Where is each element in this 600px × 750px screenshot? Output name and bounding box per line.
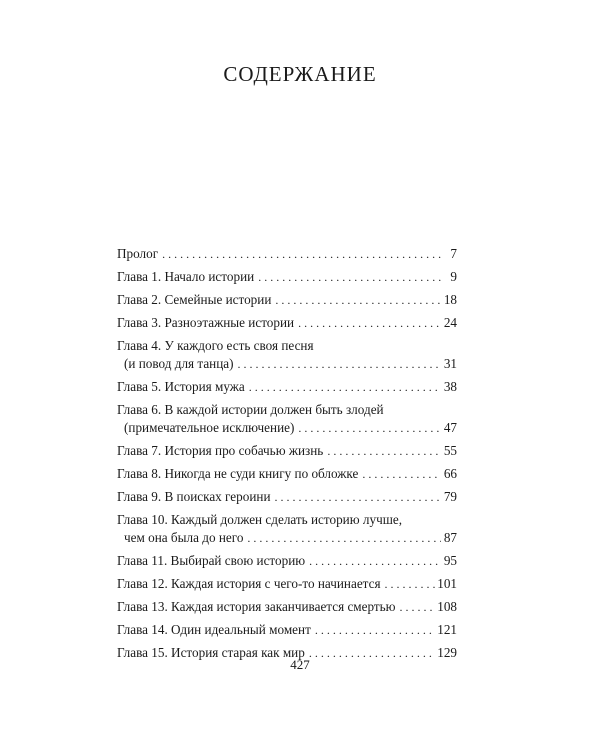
toc-entry	[117, 401, 457, 437]
toc-entry-title: Глава 13. Каждая история заканчивается смертью	[117, 599, 396, 614]
toc-page-number: 24	[443, 315, 457, 330]
toc-dot-leader	[249, 378, 441, 396]
toc-entry-title: Глава 15. История старая как мир	[117, 645, 305, 660]
toc-entry-line	[117, 621, 457, 639]
toc-entry-title: Глава 6. В каждой истории должен быть злодей	[117, 402, 384, 417]
toc-entry	[117, 245, 457, 263]
toc-entry-title: Глава 5. История мужа	[117, 379, 245, 394]
toc-entry	[117, 337, 457, 373]
toc-dot-leader	[362, 465, 441, 483]
toc-entry-line	[117, 268, 457, 286]
toc-page-number: 66	[443, 466, 457, 481]
toc-entry-line	[117, 401, 457, 419]
toc-page-number: 129	[437, 645, 457, 660]
toc-entry-title: Глава 12. Каждая история с чего-то начинается	[117, 576, 381, 591]
toc-entry-title: Глава 8. Никогда не суди книгу по обложке	[117, 466, 359, 481]
toc-entry	[117, 488, 457, 506]
toc-dot-leader	[238, 355, 441, 373]
toc-entry-title: Глава 11. Выбирай свою историю	[117, 553, 306, 568]
toc-entry-title: Глава 4. У каждого есть своя песня	[117, 338, 314, 353]
toc-dot-leader	[275, 291, 441, 309]
toc-page-number: 95	[443, 553, 457, 568]
toc-entry-line	[117, 442, 457, 460]
page-number: 427	[290, 657, 310, 672]
toc-entry-title: Глава 10. Каждый должен сделать историю лучше,	[117, 512, 403, 527]
page-title: СОДЕРЖАНИЕ	[223, 62, 377, 86]
toc-entry	[117, 465, 457, 483]
toc-entry-title: Глава 1. Начало истории	[117, 269, 255, 284]
toc-page-number: 55	[443, 443, 457, 458]
toc-entry-title: Глава 2. Семейные истории	[117, 292, 272, 307]
toc-entry-title: (примечательное исключение)	[124, 420, 295, 435]
toc-page-number: 79	[443, 489, 457, 504]
toc-page-number: 87	[443, 530, 457, 545]
toc-page-number: 47	[443, 420, 457, 435]
toc-entry-line	[117, 291, 457, 309]
toc-entry-title: чем она была до него	[124, 530, 244, 545]
toc-dot-leader	[327, 442, 441, 460]
toc-page-number: 101	[437, 576, 457, 591]
table-of-contents	[117, 245, 457, 667]
toc-dot-leader	[385, 575, 436, 593]
toc-entry	[117, 291, 457, 309]
toc-dot-leader	[258, 268, 441, 286]
toc-entry-line	[117, 529, 457, 547]
toc-entry	[117, 575, 457, 593]
toc-dot-leader	[298, 314, 441, 332]
toc-entry-title: (и повод для танца)	[124, 356, 234, 371]
toc-dot-leader	[275, 488, 441, 506]
toc-page-number: 121	[437, 622, 457, 637]
toc-entry-title: Глава 14. Один идеальный момент	[117, 622, 311, 637]
toc-dot-leader	[315, 621, 435, 639]
toc-entry-line	[117, 552, 457, 570]
toc-entry-line	[117, 378, 457, 396]
toc-page-number: 31	[443, 356, 457, 371]
toc-page-number: 18	[443, 292, 457, 307]
toc-entry-title: Глава 9. В поисках героини	[117, 489, 271, 504]
toc-entry-title: Глава 3. Разноэтажные истории	[117, 315, 295, 330]
toc-page-number: 38	[443, 379, 457, 394]
toc-dot-leader	[162, 245, 441, 263]
toc-dot-leader	[247, 529, 441, 547]
toc-entry	[117, 314, 457, 332]
toc-dot-leader	[400, 598, 436, 616]
toc-entry	[117, 268, 457, 286]
toc-entry-line	[117, 355, 457, 373]
toc-entry	[117, 598, 457, 616]
toc-page-number: 7	[450, 246, 457, 261]
toc-dot-leader	[298, 419, 441, 437]
toc-entry-line	[117, 575, 457, 593]
toc-dot-leader	[309, 552, 441, 570]
toc-entry-line	[117, 511, 457, 529]
toc-entry-line	[117, 245, 457, 263]
toc-entry-line	[117, 419, 457, 437]
toc-entry	[117, 621, 457, 639]
toc-entry-title: Пролог	[117, 246, 159, 261]
toc-entry-line	[117, 337, 457, 355]
toc-entry	[117, 442, 457, 460]
toc-entry	[117, 378, 457, 396]
toc-entry	[117, 511, 457, 547]
toc-entry-line	[117, 465, 457, 483]
toc-page-number: 9	[450, 269, 457, 284]
toc-entry	[117, 552, 457, 570]
toc-page-number: 108	[437, 599, 457, 614]
toc-entry-line	[117, 488, 457, 506]
toc-entry-line	[117, 598, 457, 616]
toc-entry-title: Глава 7. История про собачью жизнь	[117, 443, 324, 458]
toc-entry-line	[117, 314, 457, 332]
